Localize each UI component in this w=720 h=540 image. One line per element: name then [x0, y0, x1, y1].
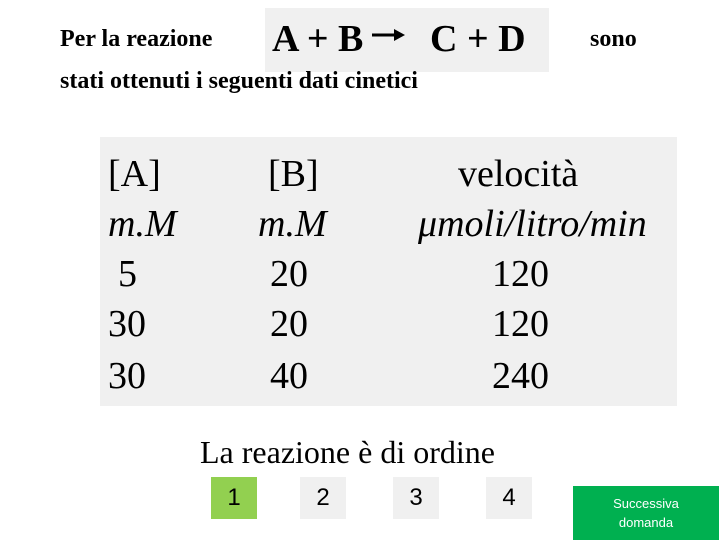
reaction-arrow-icon — [372, 27, 406, 43]
intro-suffix: sono — [590, 26, 637, 52]
table-cell: 30 — [108, 303, 146, 345]
table-cell: 20 — [270, 303, 308, 345]
table-header-a: [A] — [108, 153, 161, 195]
table-cell: 5 — [118, 253, 137, 295]
table-cell: 120 — [492, 253, 549, 295]
table-cell: 30 — [108, 355, 146, 397]
equation-reactants: A + B — [272, 18, 364, 60]
equation-products: C + D — [430, 18, 526, 60]
next-button-label-line2: domanda — [618, 515, 674, 530]
option-2-button[interactable]: 2 — [300, 477, 346, 519]
question-text: La reazione è di ordine — [200, 434, 495, 470]
table-cell: 240 — [492, 355, 549, 397]
table-cell: 20 — [270, 253, 308, 295]
option-3-button[interactable]: 3 — [393, 477, 439, 519]
table-header-rate: velocità — [458, 153, 579, 195]
intro-prefix: Per la reazione — [60, 26, 213, 52]
intro-line2: stati ottenuti i seguenti dati cinetici — [60, 68, 418, 94]
table-header-b: [B] — [268, 153, 319, 195]
table-cell: 40 — [270, 355, 308, 397]
table-cell: 120 — [492, 303, 549, 345]
option-4-button[interactable]: 4 — [486, 477, 532, 519]
table-unit-rate: μmoli/litro/min — [418, 203, 647, 245]
next-button-label-line1: Successiva — [613, 496, 679, 511]
option-1-button[interactable]: 1 — [211, 477, 257, 519]
next-question-button[interactable] — [573, 486, 719, 540]
table-unit-b: m.M — [258, 203, 327, 245]
table-unit-a: m.M — [108, 203, 177, 245]
kinetics-table — [100, 137, 677, 406]
